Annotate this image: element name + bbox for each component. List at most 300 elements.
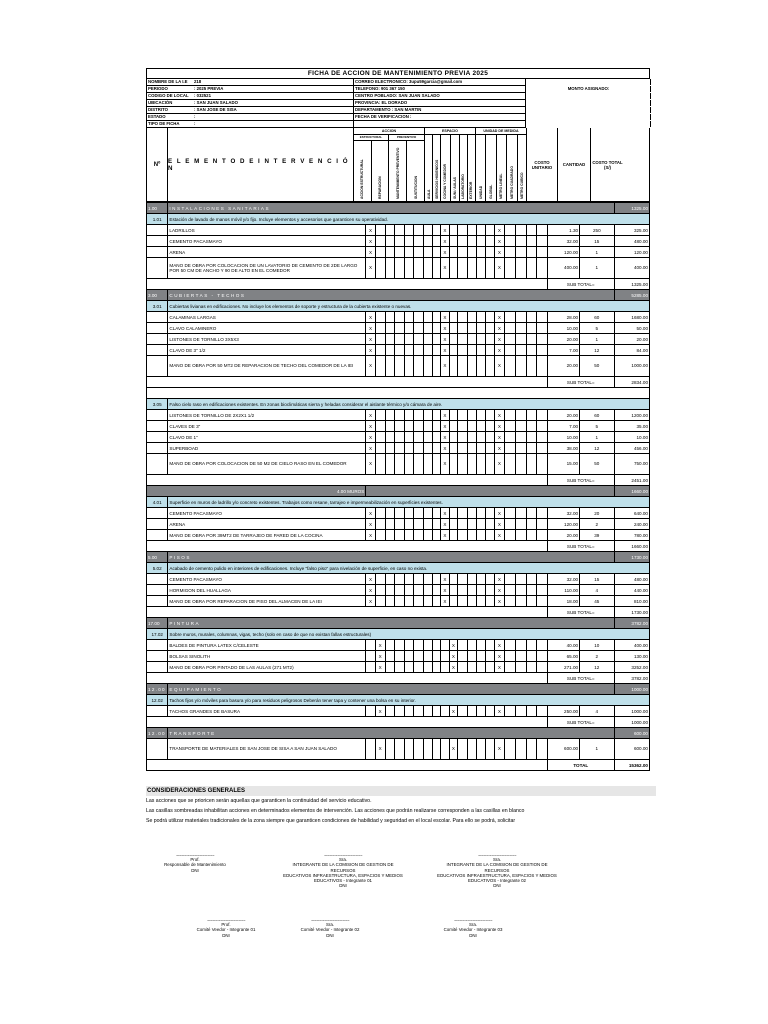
- column-label: LABORATORIO: [460, 135, 468, 201]
- col-costo-unitario: COSTO UNITARIO: [527, 128, 558, 201]
- espacio-mark: [449, 356, 458, 377]
- section-total: 600.00: [614, 728, 649, 739]
- accion-mark: [414, 651, 424, 662]
- item-quantity: 20: [580, 508, 614, 519]
- unidad-mark: [505, 651, 516, 662]
- espacio-mark: [467, 312, 477, 323]
- espacio-mark: [458, 640, 468, 651]
- item-quantity: 1: [580, 334, 614, 345]
- unidad-mark: [537, 334, 548, 345]
- espacio-mark: [467, 508, 477, 519]
- unidad-mark: [505, 225, 516, 236]
- unidad-mark: [537, 530, 548, 541]
- espacio-mark: [486, 651, 495, 662]
- accion-mark: [414, 640, 424, 651]
- accion-mark: [432, 421, 441, 432]
- accion-mark: [424, 356, 433, 377]
- unidad-mark: [537, 574, 548, 585]
- item-quantity: 15: [580, 236, 614, 247]
- section-number: 1.00: [147, 203, 168, 214]
- unidad-mark: [505, 323, 516, 334]
- info-field: PROVINCIA: EL DORADO: [354, 100, 526, 107]
- unidad-mark: X: [494, 585, 505, 596]
- section-number: 4.00 MUROS: [147, 486, 366, 497]
- item-quantity: 50: [580, 356, 614, 377]
- unidad-mark: [515, 596, 526, 607]
- accion-mark: [375, 585, 385, 596]
- section-total: 1660.00: [614, 486, 649, 497]
- info-blank: [526, 114, 651, 120]
- espacio-mark: [467, 530, 477, 541]
- accion-mark: [395, 236, 405, 247]
- espacio-mark: [486, 706, 495, 717]
- accion-mark: [424, 421, 433, 432]
- accion-mark: [375, 454, 385, 475]
- item-total-cost: 810.00: [614, 596, 649, 607]
- espacio-columns: [425, 135, 475, 201]
- subtotal-value: 2834.00: [614, 377, 649, 388]
- espacio-mark: X: [441, 596, 450, 607]
- accion-mark: [404, 345, 414, 356]
- accion-mark: [414, 739, 424, 760]
- unidad-mark: [505, 585, 516, 596]
- accion-header: ACCION: [354, 128, 424, 135]
- accion-mark: [375, 508, 385, 519]
- espacio-mark: [486, 236, 495, 247]
- unidad-mark: [515, 585, 526, 596]
- unidad-mark: [515, 454, 526, 475]
- accion-mark: [366, 640, 376, 651]
- accion-mark: [395, 410, 405, 421]
- consideration-line: Se podrá utilizar materiales tradicionales de la zona siempre que garanticen condiciones de habilidad y seguridad en el local escolar. Para ello se podrá, solicitar: [146, 818, 516, 824]
- accion-mark: [395, 706, 405, 717]
- accion-mark: [424, 662, 433, 673]
- espacio-mark: [449, 432, 458, 443]
- unidad-mark: [526, 410, 537, 421]
- section-title: CUBIERTAS - TECHOS: [168, 290, 614, 301]
- accion-mark: X: [366, 530, 376, 541]
- item-quantity: 1: [580, 739, 614, 760]
- accion-mark: [424, 432, 433, 443]
- espacio-mark: [458, 258, 468, 279]
- accion-mark: [414, 574, 424, 585]
- accion-mark: [375, 530, 385, 541]
- col-costo-total: COSTO TOTAL (S/): [592, 159, 623, 170]
- item-quantity: 12: [580, 443, 614, 454]
- maintenance-form: [146, 68, 650, 771]
- subtotal-label: SUB TOTAL=: [548, 717, 615, 728]
- espacio-mark: [449, 585, 458, 596]
- espacio-mark: [467, 596, 477, 607]
- accion-mark: [395, 651, 405, 662]
- espacio-mark: [467, 739, 477, 760]
- item-row: [147, 356, 650, 377]
- item-unit-cost: 10.00: [548, 323, 580, 334]
- consideration-line: Las acciones que se prioricen serán aquellas que garanticen la continuidad del servicio educativo.: [146, 798, 372, 804]
- item-unit-cost: 20.00: [548, 334, 580, 345]
- unidad-mark: [505, 574, 516, 585]
- accion-mark: X: [366, 247, 376, 258]
- accion-mark: [375, 574, 385, 585]
- signature-text: Sra.: [492, 857, 502, 863]
- item-description: ARENA: [168, 519, 366, 530]
- column-label: METRO CUBICO: [519, 172, 524, 199]
- espacio-mark: X: [441, 356, 450, 377]
- accion-mark: [395, 519, 405, 530]
- unidad-mark: [515, 443, 526, 454]
- unidad-mark: X: [494, 410, 505, 421]
- signature: [433, 917, 513, 938]
- section-total: 1730.00: [614, 552, 649, 563]
- subtotal-value: 1325.00: [614, 279, 649, 290]
- unidad-mark: [505, 421, 516, 432]
- accion-mark: [404, 662, 414, 673]
- accion-mark: X: [375, 651, 385, 662]
- espacio-mark: X: [441, 519, 450, 530]
- accion-mark: [432, 706, 441, 717]
- signature-text: INTEGRANTE DE LA COMISION DE GESTION DE RECURSOS: [446, 862, 548, 873]
- espacio-mark: [477, 739, 486, 760]
- item-total-cost: 440.00: [614, 585, 649, 596]
- accion-mark: X: [366, 454, 376, 475]
- accion-mark: [385, 706, 395, 717]
- accion-mark: [432, 225, 441, 236]
- col-nro: Nº: [147, 128, 168, 201]
- accion-mark: X: [366, 585, 376, 596]
- accion-mark: [404, 312, 414, 323]
- column-label: MANTENIMIENTO PREVENTIVO: [389, 141, 407, 201]
- espacio-mark: [477, 454, 486, 475]
- espacio-mark: [441, 662, 450, 673]
- accion-mark: [424, 323, 433, 334]
- item-row: [147, 312, 650, 323]
- accion-mark: [414, 585, 424, 596]
- espacio-mark: [467, 421, 477, 432]
- accion-mark: [432, 247, 441, 258]
- accion-mark: [414, 312, 424, 323]
- accion-mark: [375, 323, 385, 334]
- item-total-cost: 84.00: [614, 345, 649, 356]
- espacio-mark: [458, 454, 468, 475]
- accion-mark: [404, 334, 414, 345]
- espacio-mark: [458, 236, 468, 247]
- item-unit-cost: 38.00: [548, 443, 580, 454]
- accion-mark: [404, 443, 414, 454]
- unidad-mark: [515, 410, 526, 421]
- item-total-cost: 1680.00: [614, 312, 649, 323]
- accion-mark: [424, 443, 433, 454]
- section-number: 1 2 . 0 0: [147, 728, 168, 739]
- subsection-number: 3.05: [147, 399, 168, 410]
- unidad-mark: X: [494, 225, 505, 236]
- item-row: [147, 662, 650, 673]
- unidad-mark: X: [494, 640, 505, 651]
- accion-mark: X: [366, 356, 376, 377]
- unidad-mark: [505, 334, 516, 345]
- espacio-mark: X: [449, 706, 458, 717]
- accion-mark: [395, 585, 405, 596]
- espacio-mark: [477, 596, 486, 607]
- espacio-mark: X: [441, 443, 450, 454]
- unidad-mark: [526, 574, 537, 585]
- accion-mark: [424, 454, 433, 475]
- espacio-mark: [477, 334, 486, 345]
- item-total-cost: 240.00: [614, 519, 649, 530]
- unidad-columns: [476, 135, 526, 201]
- unidad-mark: X: [494, 421, 505, 432]
- signature-line: .....................................................: [323, 852, 363, 857]
- subtotal-value: 1000.00: [614, 717, 649, 728]
- espacio-mark: X: [441, 410, 450, 421]
- espacio-mark: [477, 651, 486, 662]
- section-row: [147, 728, 650, 739]
- unidad-mark: [515, 432, 526, 443]
- espacio-mark: [467, 334, 477, 345]
- accion-mark: [404, 739, 414, 760]
- unidad-mark: [526, 596, 537, 607]
- item-row: [147, 508, 650, 519]
- espacio-mark: [486, 356, 495, 377]
- item-description: ARENA: [168, 247, 366, 258]
- accion-mark: [404, 454, 414, 475]
- espacio-mark: [458, 530, 468, 541]
- accion-mark: [366, 706, 376, 717]
- item-total-cost: 1000.00: [614, 706, 649, 717]
- column-header: [146, 128, 650, 202]
- accion-mark: [414, 662, 424, 673]
- item-row: [147, 432, 650, 443]
- item-row: [147, 410, 650, 421]
- accion-mark: [414, 410, 424, 421]
- espacio-mark: [458, 247, 468, 258]
- unidad-mark: [505, 432, 516, 443]
- espacio-mark: [477, 585, 486, 596]
- subtotal-label: SUB TOTAL=: [548, 279, 615, 290]
- accion-mark: [414, 508, 424, 519]
- accion-mark: [404, 508, 414, 519]
- unidad-mark: [526, 585, 537, 596]
- unidad-mark: [537, 225, 548, 236]
- accion-mark: [366, 739, 376, 760]
- column-label: GLOBAL: [486, 135, 496, 201]
- unidad-mark: [537, 585, 548, 596]
- subsection-description: Sobre muros, murales, columnas, vigas, techo (solo en caso de que no existan fallas estructurales): [168, 629, 650, 640]
- accion-mark: [385, 530, 395, 541]
- subtotal-value: 1730.00: [614, 607, 649, 618]
- unidad-mark: [526, 345, 537, 356]
- subsection-number: 12.02: [147, 695, 168, 706]
- unidad-mark: X: [494, 247, 505, 258]
- accion-mark: [395, 225, 405, 236]
- info-field: TIPO DE FICHA :: [147, 121, 354, 128]
- espacio-mark: [458, 574, 468, 585]
- accion-mark: [385, 236, 395, 247]
- accion-mark: [395, 662, 405, 673]
- accion-mark: [432, 323, 441, 334]
- accion-mark: [424, 519, 433, 530]
- espacio-mark: [449, 323, 458, 334]
- espacio-mark: [449, 410, 458, 421]
- unidad-mark: [537, 443, 548, 454]
- unidad-mark: [526, 508, 537, 519]
- accion-mark: [385, 432, 395, 443]
- item-unit-cost: 110.00: [548, 585, 580, 596]
- item-unit-cost: 120.00: [548, 247, 580, 258]
- subtotal-row: [147, 541, 650, 552]
- unidad-mark: [515, 530, 526, 541]
- espacio-mark: [477, 225, 486, 236]
- item-total-cost: 1000.00: [614, 356, 649, 377]
- espacio-mark: X: [441, 247, 450, 258]
- accion-mark: [432, 596, 441, 607]
- item-quantity: 4: [580, 585, 614, 596]
- accion-mark: [414, 596, 424, 607]
- subtotal-row: [147, 607, 650, 618]
- section-row: [147, 552, 650, 563]
- accion-mark: X: [366, 334, 376, 345]
- unidad-mark: [505, 519, 516, 530]
- item-unit-cost: 15.00: [548, 454, 580, 475]
- item-row: [147, 247, 650, 258]
- item-description: HORMIGON DEL HUALLAGA: [168, 585, 366, 596]
- unidad-mark: [515, 345, 526, 356]
- espacio-mark: [467, 410, 477, 421]
- unidad-mark: [537, 356, 548, 377]
- accion-mark: [414, 454, 424, 475]
- espacio-mark: X: [441, 258, 450, 279]
- espacio-mark: [467, 432, 477, 443]
- item-total-cost: 456.00: [614, 443, 649, 454]
- unidad-mark: [515, 640, 526, 651]
- espacio-mark: [458, 739, 468, 760]
- info-field: CODIGO DE LOCAL : 032521: [147, 93, 354, 100]
- subsection-description: Tachos fijos y/o móviles para basura y/o para residuos peligrosos Deberán tener tapa y contener una bolsa en su interior.: [168, 695, 650, 706]
- column-label: SERVICIOS HIGIENICOS: [433, 135, 441, 201]
- section-title: PINTURA: [168, 618, 614, 629]
- unidad-mark: [505, 640, 516, 651]
- subtotal-row: [147, 760, 650, 771]
- accion-mark: [404, 651, 414, 662]
- subsection-row: [147, 563, 650, 574]
- subsection-description: Falso cielo raso en edificaciones existentes. En zonas bioclimáticas sierra y heladas considerar el aislante térmico y/o cámara de aire.: [168, 399, 650, 410]
- espacio-mark: [441, 706, 450, 717]
- section-title: TRANSPORTE: [168, 728, 614, 739]
- item-total-cost: 20.00: [614, 334, 649, 345]
- accion-mark: [424, 334, 433, 345]
- accion-mark: X: [366, 236, 376, 247]
- accion-mark: [432, 410, 441, 421]
- item-quantity: 2: [580, 651, 614, 662]
- item-description: CLAVO DE 3" 1/2: [168, 345, 366, 356]
- accion-mark: [404, 258, 414, 279]
- unidad-mark: [526, 662, 537, 673]
- espacio-mark: [449, 454, 458, 475]
- espacio-mark: [486, 345, 495, 356]
- section-number: 1 2 . 0 0: [147, 684, 168, 695]
- unidad-mark: [505, 345, 516, 356]
- item-row: [147, 640, 650, 651]
- accion-mark: [432, 585, 441, 596]
- espacio-mark: [477, 323, 486, 334]
- accion-mark: [414, 323, 424, 334]
- subtotal-label: SUB TOTAL=: [548, 377, 615, 388]
- espacio-mark: [477, 662, 486, 673]
- unidad-mark: X: [494, 596, 505, 607]
- accion-mark: X: [366, 443, 376, 454]
- unidad-mark: [505, 443, 516, 454]
- espacio-mark: [441, 739, 450, 760]
- subsection-row: [147, 214, 650, 225]
- item-quantity: 5: [580, 323, 614, 334]
- accion-mark: X: [366, 596, 376, 607]
- accion-mark: [395, 454, 405, 475]
- info-field: FECHA DE VERIFICACION :: [354, 114, 526, 121]
- espacio-mark: [486, 454, 495, 475]
- espacio-mark: [467, 356, 477, 377]
- section-total: 1325.00: [614, 203, 649, 214]
- espacio-mark: [458, 410, 468, 421]
- column-label: ACCION ESTRUCTURAL: [354, 141, 372, 201]
- item-description: SUPERBOAD: [168, 443, 366, 454]
- espacio-mark: [486, 410, 495, 421]
- espacio-mark: [467, 662, 477, 673]
- espacio-mark: [458, 312, 468, 323]
- accion-mark: [395, 345, 405, 356]
- column-label: SUSTITUCION: [413, 176, 418, 199]
- espacio-mark: [486, 662, 495, 673]
- item-row: [147, 706, 650, 717]
- espacio-mark: [486, 334, 495, 345]
- item-unit-cost: 20.00: [548, 410, 580, 421]
- unidad-mark: [526, 247, 537, 258]
- item-unit-cost: 600.00: [548, 739, 580, 760]
- subtotal-label: SUB TOTAL=: [548, 607, 615, 618]
- accion-mark: [414, 356, 424, 377]
- subsection-number: 5.02: [147, 563, 168, 574]
- item-quantity: 1: [580, 247, 614, 258]
- accion-mark: [414, 345, 424, 356]
- item-description: LISTONES DE TORNILLO DE 2X2X1 1/2: [168, 410, 366, 421]
- signature: [186, 917, 266, 938]
- accion-mark: [404, 596, 414, 607]
- espacio-mark: [467, 640, 477, 651]
- espacio-mark: [477, 530, 486, 541]
- unidad-mark: [537, 706, 548, 717]
- unidad-mark: [537, 421, 548, 432]
- item-total-cost: 750.00: [614, 454, 649, 475]
- accion-mark: [432, 345, 441, 356]
- item-description: CEMENTO PACASMAYO: [168, 236, 366, 247]
- unidad-mark: X: [494, 706, 505, 717]
- espacio-mark: [449, 574, 458, 585]
- section-row: [147, 290, 650, 301]
- info-blank: [526, 79, 651, 85]
- espacio-mark: [477, 706, 486, 717]
- unidad-mark: [515, 334, 526, 345]
- item-total-cost: 50.00: [614, 323, 649, 334]
- espacio-mark: [467, 585, 477, 596]
- espacio-mark: [477, 640, 486, 651]
- item-description: TACHOS GRANDES DE BASURA: [168, 706, 366, 717]
- info-field: PERIODO : 2025 PREVIA: [147, 86, 354, 93]
- unidad-mark: [526, 258, 537, 279]
- espacio-mark: [458, 334, 468, 345]
- section-number: 3.00: [147, 290, 168, 301]
- espacio-mark: X: [441, 421, 450, 432]
- unidad-mark: [526, 651, 537, 662]
- column-label: EXTERIOR: [469, 181, 474, 199]
- unidad-mark: [515, 225, 526, 236]
